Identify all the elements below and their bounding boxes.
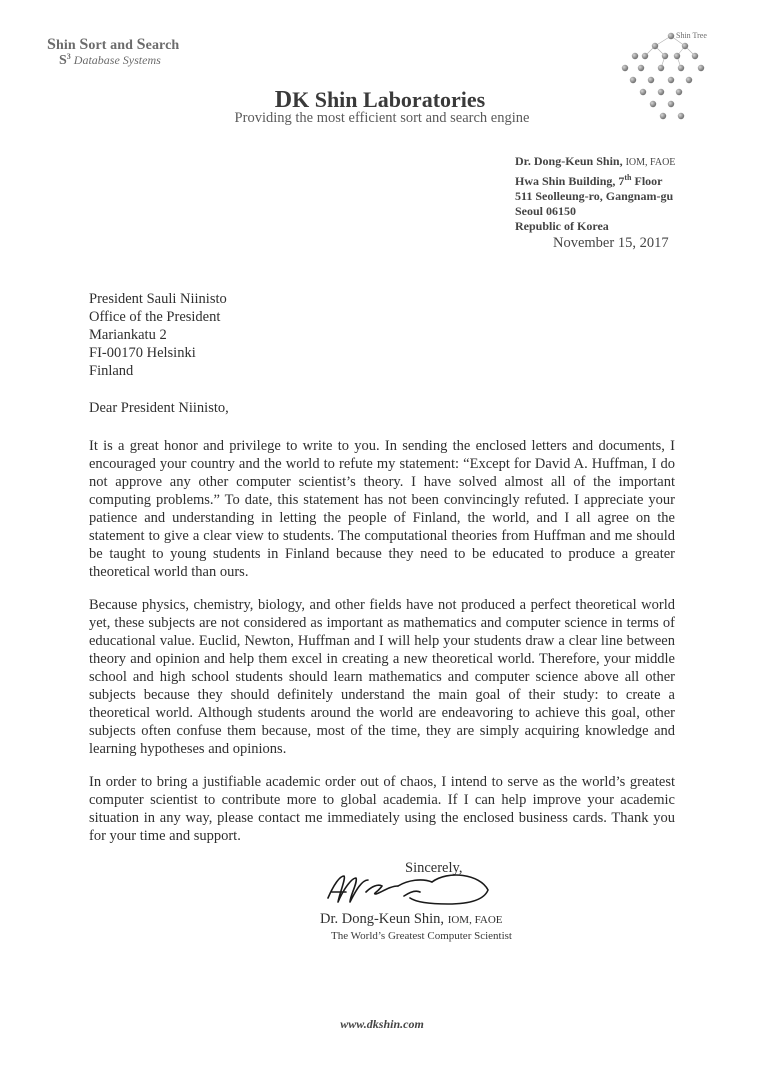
lab-tagline: Providing the most efficient sort and search engine: [234, 110, 530, 126]
signer-name-line: [320, 911, 502, 928]
sender-credentials: IOM, FAOE: [625, 157, 676, 168]
brand-text: ort and: [88, 38, 137, 53]
closing: Sincerely,: [405, 860, 463, 876]
sender-name-line: [515, 154, 675, 170]
salutation: Dear President Niinisto,: [89, 400, 229, 416]
recipient-line: President Sauli Niinisto: [89, 291, 227, 307]
brand-text: hin: [56, 38, 80, 53]
letter-date: November 15, 2017: [553, 235, 669, 251]
recipient-address-block: [89, 290, 227, 380]
brand-initial: S: [79, 36, 89, 53]
recipient-line: Finland: [89, 363, 134, 379]
body-paragraph-1: It is a great honor and privilege to write to you. In sending the enclosed letters and documents, I encouraged your country and the world to refute my statement: “Except for David A. Huffman, I do not approve any other computer scientist’s theory. I have solved almost all of the important computing problems.” To date, this statement has not been convincingly refuted. I appreciate your patience and understanding in letting the people of Finland, the world, and I all agree on the statement to give a clear view to students. The computational theories from Huffman and me should be taught to young students in Finland because they need to be educated to produce a greater theoretical world than ours.: [89, 438, 675, 580]
sender-name: Dr. Dong-Keun Shin,: [515, 154, 626, 168]
sender-address-line: [515, 170, 675, 189]
lab-title-initial: D: [274, 87, 293, 113]
website-footer: www.dkshin.com: [340, 1017, 424, 1031]
sender-address-block: [515, 154, 675, 234]
brand-subtitle: [59, 52, 161, 69]
sender-address-text: Hwa Shin Building, 7: [515, 174, 625, 188]
brand-initial: S: [136, 36, 146, 53]
sender-address-text: Floor: [631, 174, 663, 188]
body-paragraph-2: Because physics, chemistry, biology, and other fields have not produced a perfect theoretical world yet, these subjects are not considered as important as mathematics and computer science in terms of educational value. Euclid, Newton, Huffman and I will help your students draw a clear line between theory and opinion and help them excel in creating a new theoretical world. Therefore, your middle school and high school students should learn mathematics and computer science above all other subjects because they should definitely understand the main goal of their study: to create a theoretical world. Although students around the world are endeavoring to achieve this goal, other subjects often confuse them because, most of the time, they are simply acquiring knowledge and learning hypotheses and opinions.: [89, 597, 675, 757]
signer-title: The World’s Greatest Computer Scientist: [331, 930, 512, 942]
recipient-line: FI-00170 Helsinki: [89, 345, 196, 361]
brand-initial: S: [47, 36, 56, 53]
logo-label: Shin Tree: [676, 31, 707, 40]
body-paragraph-3: In order to bring a justifiable academic order out of chaos, I intend to serve as the world’s greatest computer scientist to contribute more to global academia. If I can help improve your academic situation in any way, please contact me immediately using the enclosed business cards. Thank you for your time and support.: [89, 774, 675, 844]
recipient-line: Mariankatu 2: [89, 327, 167, 343]
sender-address-sup: th: [624, 173, 632, 182]
brand-sub-initial: S: [59, 53, 67, 68]
brand-sub-text: Database Systems: [70, 53, 161, 67]
recipient-line: Office of the President: [89, 309, 221, 325]
sender-address-line: 511 Seolleung-ro, Gangnam-gu: [515, 189, 674, 203]
brand-sub-superscript: 3: [66, 52, 71, 61]
lab-title-text: K Shin Laboratories: [292, 87, 486, 112]
sender-address-line: Seoul 06150: [515, 204, 577, 218]
sender-address-line: Republic of Korea: [515, 219, 609, 233]
signer-name: Dr. Dong-Keun Shin,: [320, 911, 448, 927]
signer-credentials: IOM, FAOE: [447, 914, 503, 926]
brand-text: earch: [145, 38, 180, 53]
